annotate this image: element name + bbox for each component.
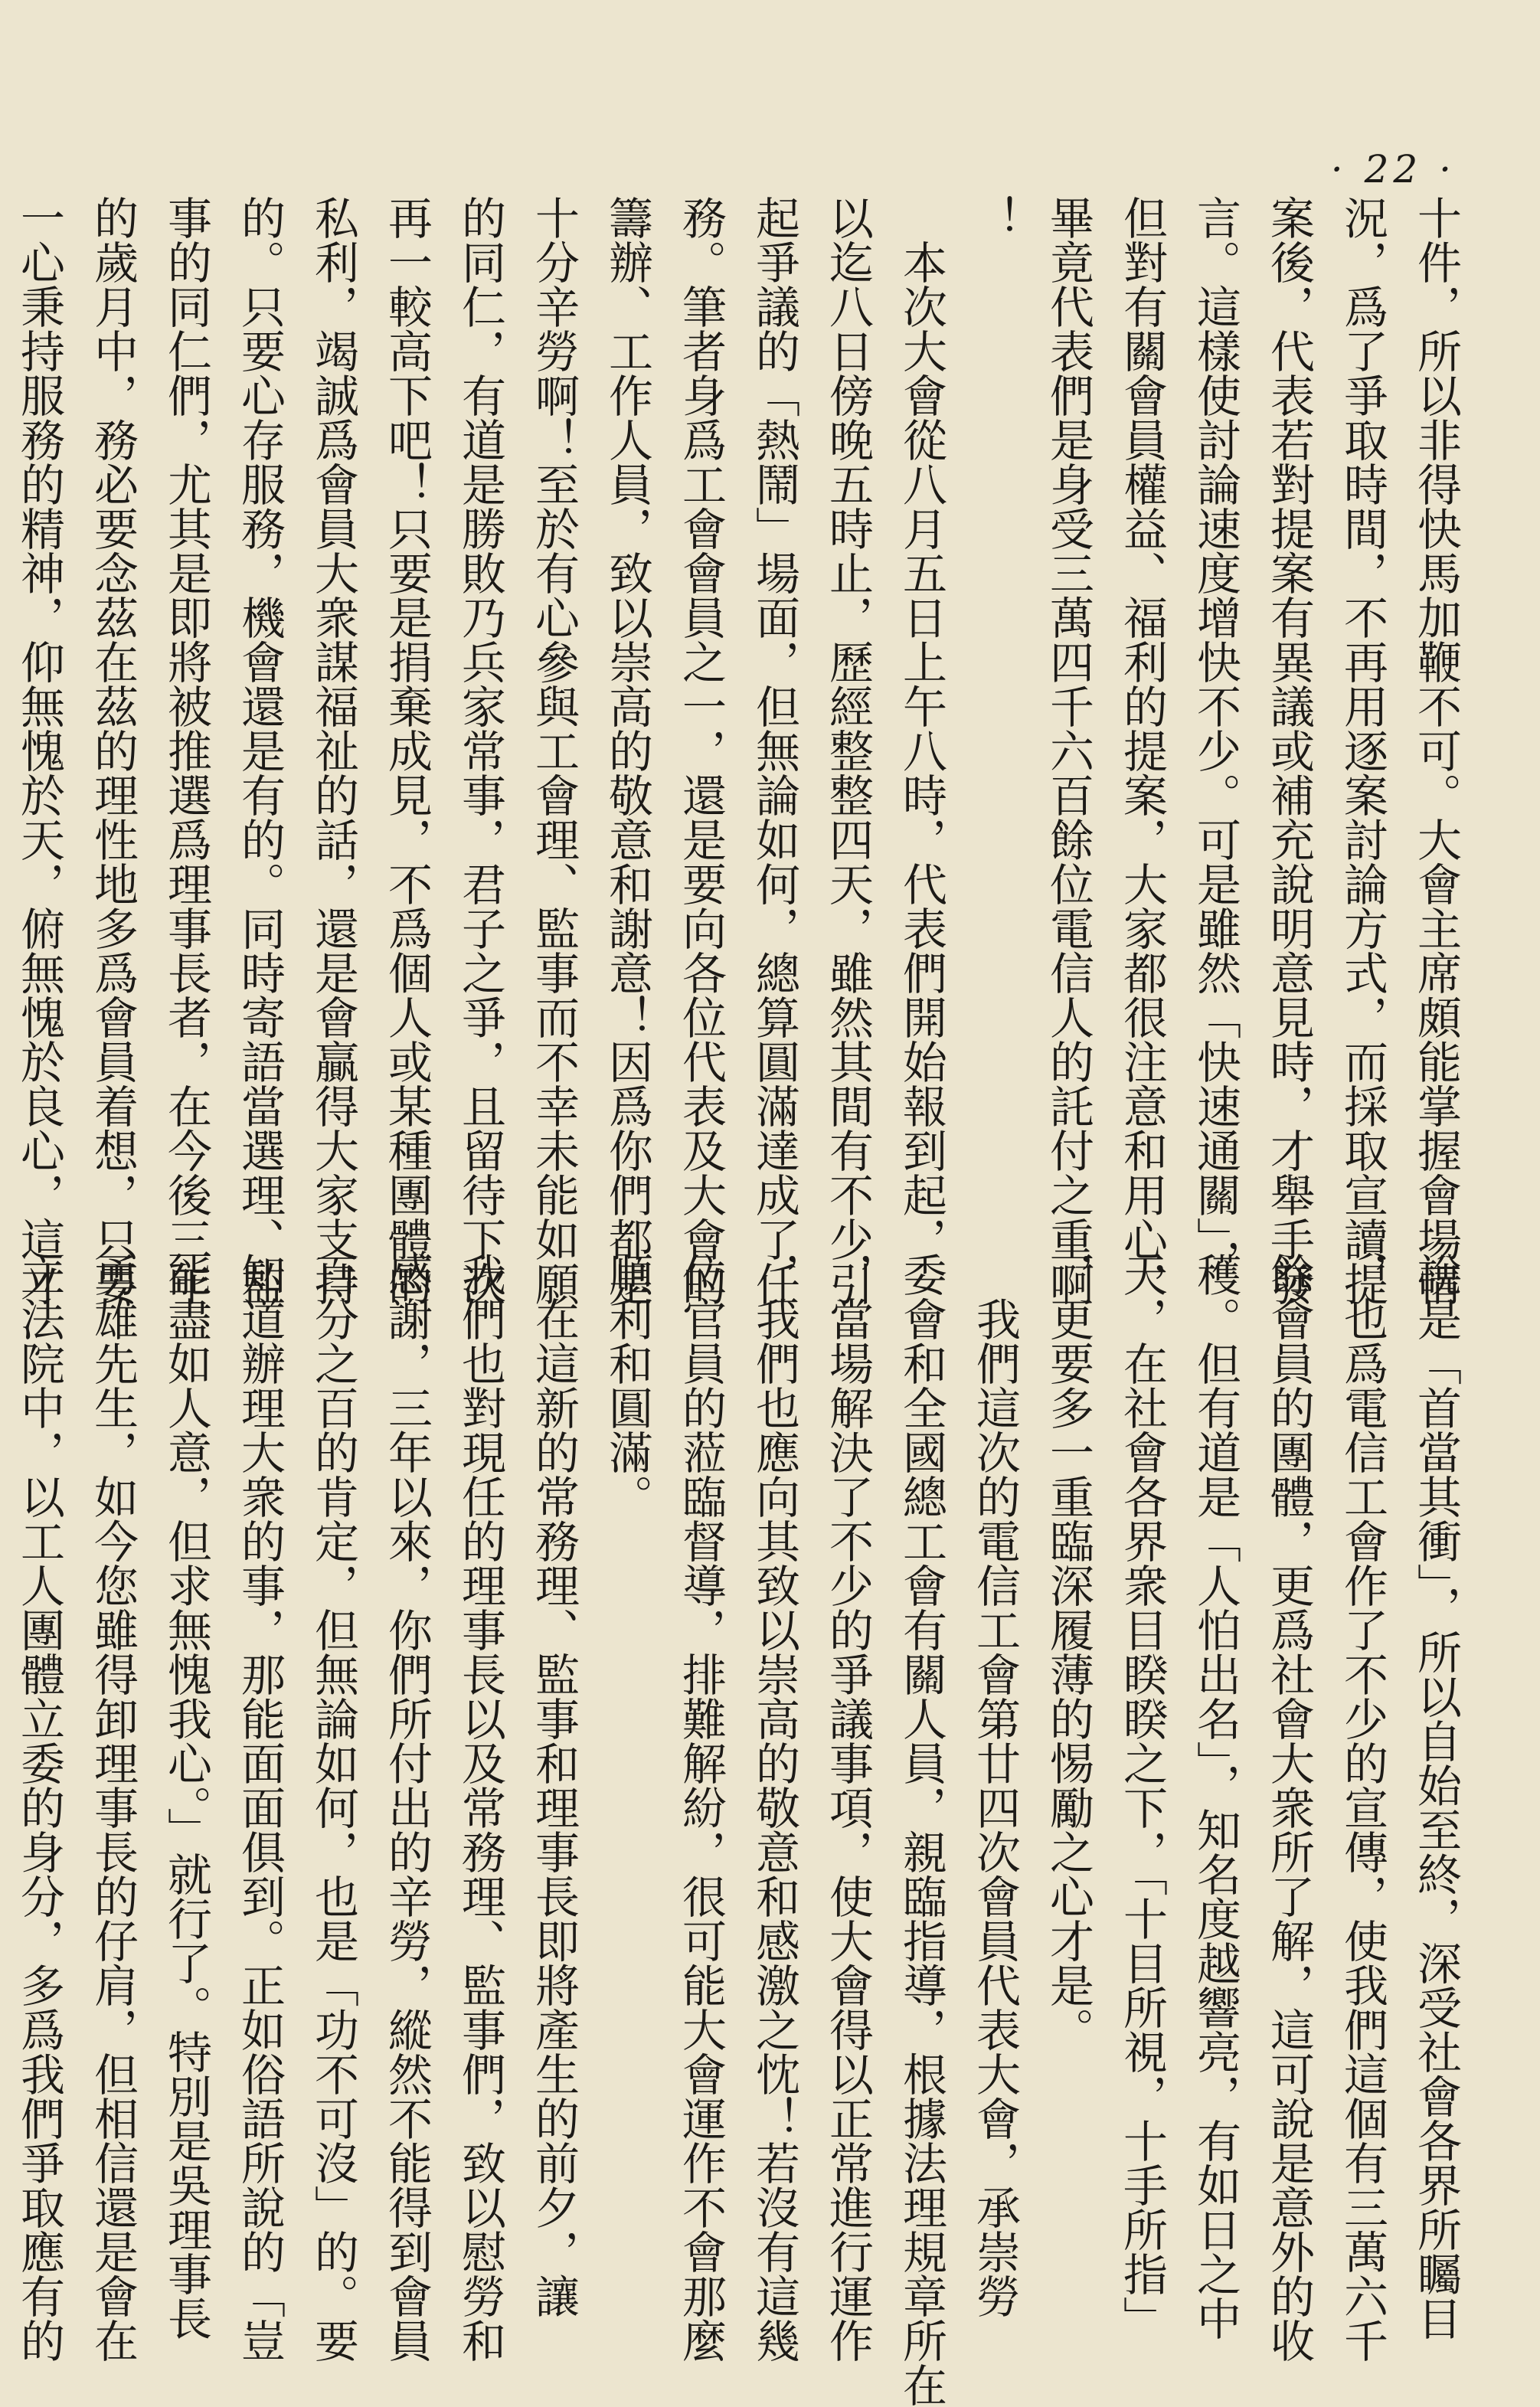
text-column: 再一較高下吧！只要是捐棄成見，不爲個人或某種團體的 [381, 195, 433, 1306]
text-column: 言。這樣使討論速度增快不少。可是雖然「快速通關」， [1189, 195, 1241, 1284]
text-column: 畢竟代表們是身受三萬四千六百餘位電信人的託付之重啊 [1042, 195, 1094, 1306]
text-column: 一心秉持服務的精神，仰無愧於天，俯無愧於良心，這才 [13, 195, 65, 1306]
text-column: 但對有關會員權益、福利的提案，大家都很注意和用心， [1116, 195, 1168, 1306]
text-column: 感謝，三年以來，你們所付出的辛勞，縱然不能得到會員 [381, 1252, 433, 2363]
text-column: 十件，所以非得快馬加鞭不可。大會主席頗能掌握會場情 [1410, 195, 1462, 1306]
text-column: 勇雄先生，如今您雖得卸理事長的仔肩，但相信還是會在 [87, 1252, 139, 2363]
text-column: 案後，代表若對提案有異議或補充說明意見時，才舉手發 [1263, 195, 1315, 1306]
text-column: ，更要多一重臨深履薄的惕勵之心才是。 [1042, 1252, 1094, 2052]
text-column: 立法院中，以工人團體立委的身分，多爲我們爭取應有的 [13, 1252, 65, 2363]
text-column: 我們這次的電信工會第廿四次會員代表大會，承崇勞 [969, 1252, 1021, 2318]
text-column: 餘會員的團體，更爲社會大衆所了解，這可說是意外的收 [1263, 1252, 1315, 2363]
text-column: 穫。但有道是「人怕出名」，知名度越響亮，有如日之中 [1189, 1252, 1241, 2340]
text-column: 十分辛勞啊！至於有心參與工會理、監事而不幸未能如願 [528, 195, 580, 1306]
text-column: ，當場解決了不少的爭議事項，使大會得以正常進行運作 [822, 1252, 874, 2363]
upper-text-block [13, 195, 1470, 1306]
text-column: 起爭議的「熱鬧」場面，但無論如何，總算圓滿達成了任 [748, 195, 800, 1306]
text-column: 知道辦理大衆的事，那能面面俱到。正如俗語所說的「豈 [234, 1252, 286, 2363]
page-number: · 22 · [1330, 147, 1456, 191]
text-column: 在這新的常務理、監事和理事長即將產生的前夕，讓 [528, 1252, 580, 2318]
text-column: 的同仁，有道是勝敗乃兵家常事，君子之爭，且留待下次 [454, 195, 506, 1306]
text-column: 以迄八日傍晚五時止，歷經整整四天，雖然其間有不少引 [822, 195, 874, 1306]
text-column: 私利，竭誠爲會員大衆謀福祉的話，還是會贏得大家支持 [307, 195, 359, 1306]
text-column: 的。只要心存服務，機會還是有的。同時寄語當選理、監 [234, 195, 286, 1306]
text-column: ，也爲電信工會作了不少的宣傳，使我們這個有三萬六千 [1336, 1252, 1388, 2363]
text-column: 本次大會從八月五日上午八時，代表們開始報到起， [895, 195, 947, 1261]
text-column: 位官員的蒞臨督導，排難解紛，很可能大會運作不會那麼 [675, 1252, 727, 2363]
text-column: ，我們也應向其致以崇高的敬意和感激之忱！若沒有這幾 [748, 1252, 800, 2363]
text-column: 能盡如人意，但求無愧我心。」就行了。特別是吳理事長 [160, 1252, 212, 2340]
text-column: 況，爲了爭取時間，不再用逐案討論方式，而採取宣讀提 [1336, 195, 1388, 1306]
text-column: 說是「首當其衝」，所以自始至終，深受社會各界所矚目 [1410, 1252, 1462, 2340]
text-column: 的歲月中，務必要念茲在茲的理性地多爲會員着想，只要 [87, 195, 139, 1306]
text-column: 務。筆者身爲工會會員之一，還是要向各位代表及大會的 [675, 195, 727, 1306]
text-column: 百分之百的肯定，但無論如何，也是「功不可沒」的。要 [307, 1252, 359, 2363]
text-column: 順利和圓滿。 [601, 1252, 653, 1519]
text-column: 事的同仁們，尤其是即將被推選爲理事長者，在今後三年 [160, 195, 212, 1306]
lower-text-block [13, 1252, 1470, 2407]
text-column: ！ [969, 195, 1021, 240]
text-column: 籌辦、工作人員，致以崇高的敬意和謝意！因爲你們都是 [601, 195, 653, 1306]
text-column: 我們也對現任的理事長以及常務理、監事們，致以慰勞和 [454, 1252, 506, 2363]
text-column: 委會和全國總工會有關人員，親臨指導，根據法理規章所在 [895, 1252, 947, 2407]
text-column: 天，在社會各界衆目睽睽之下，「十目所視，十手所指」 [1116, 1252, 1168, 2340]
